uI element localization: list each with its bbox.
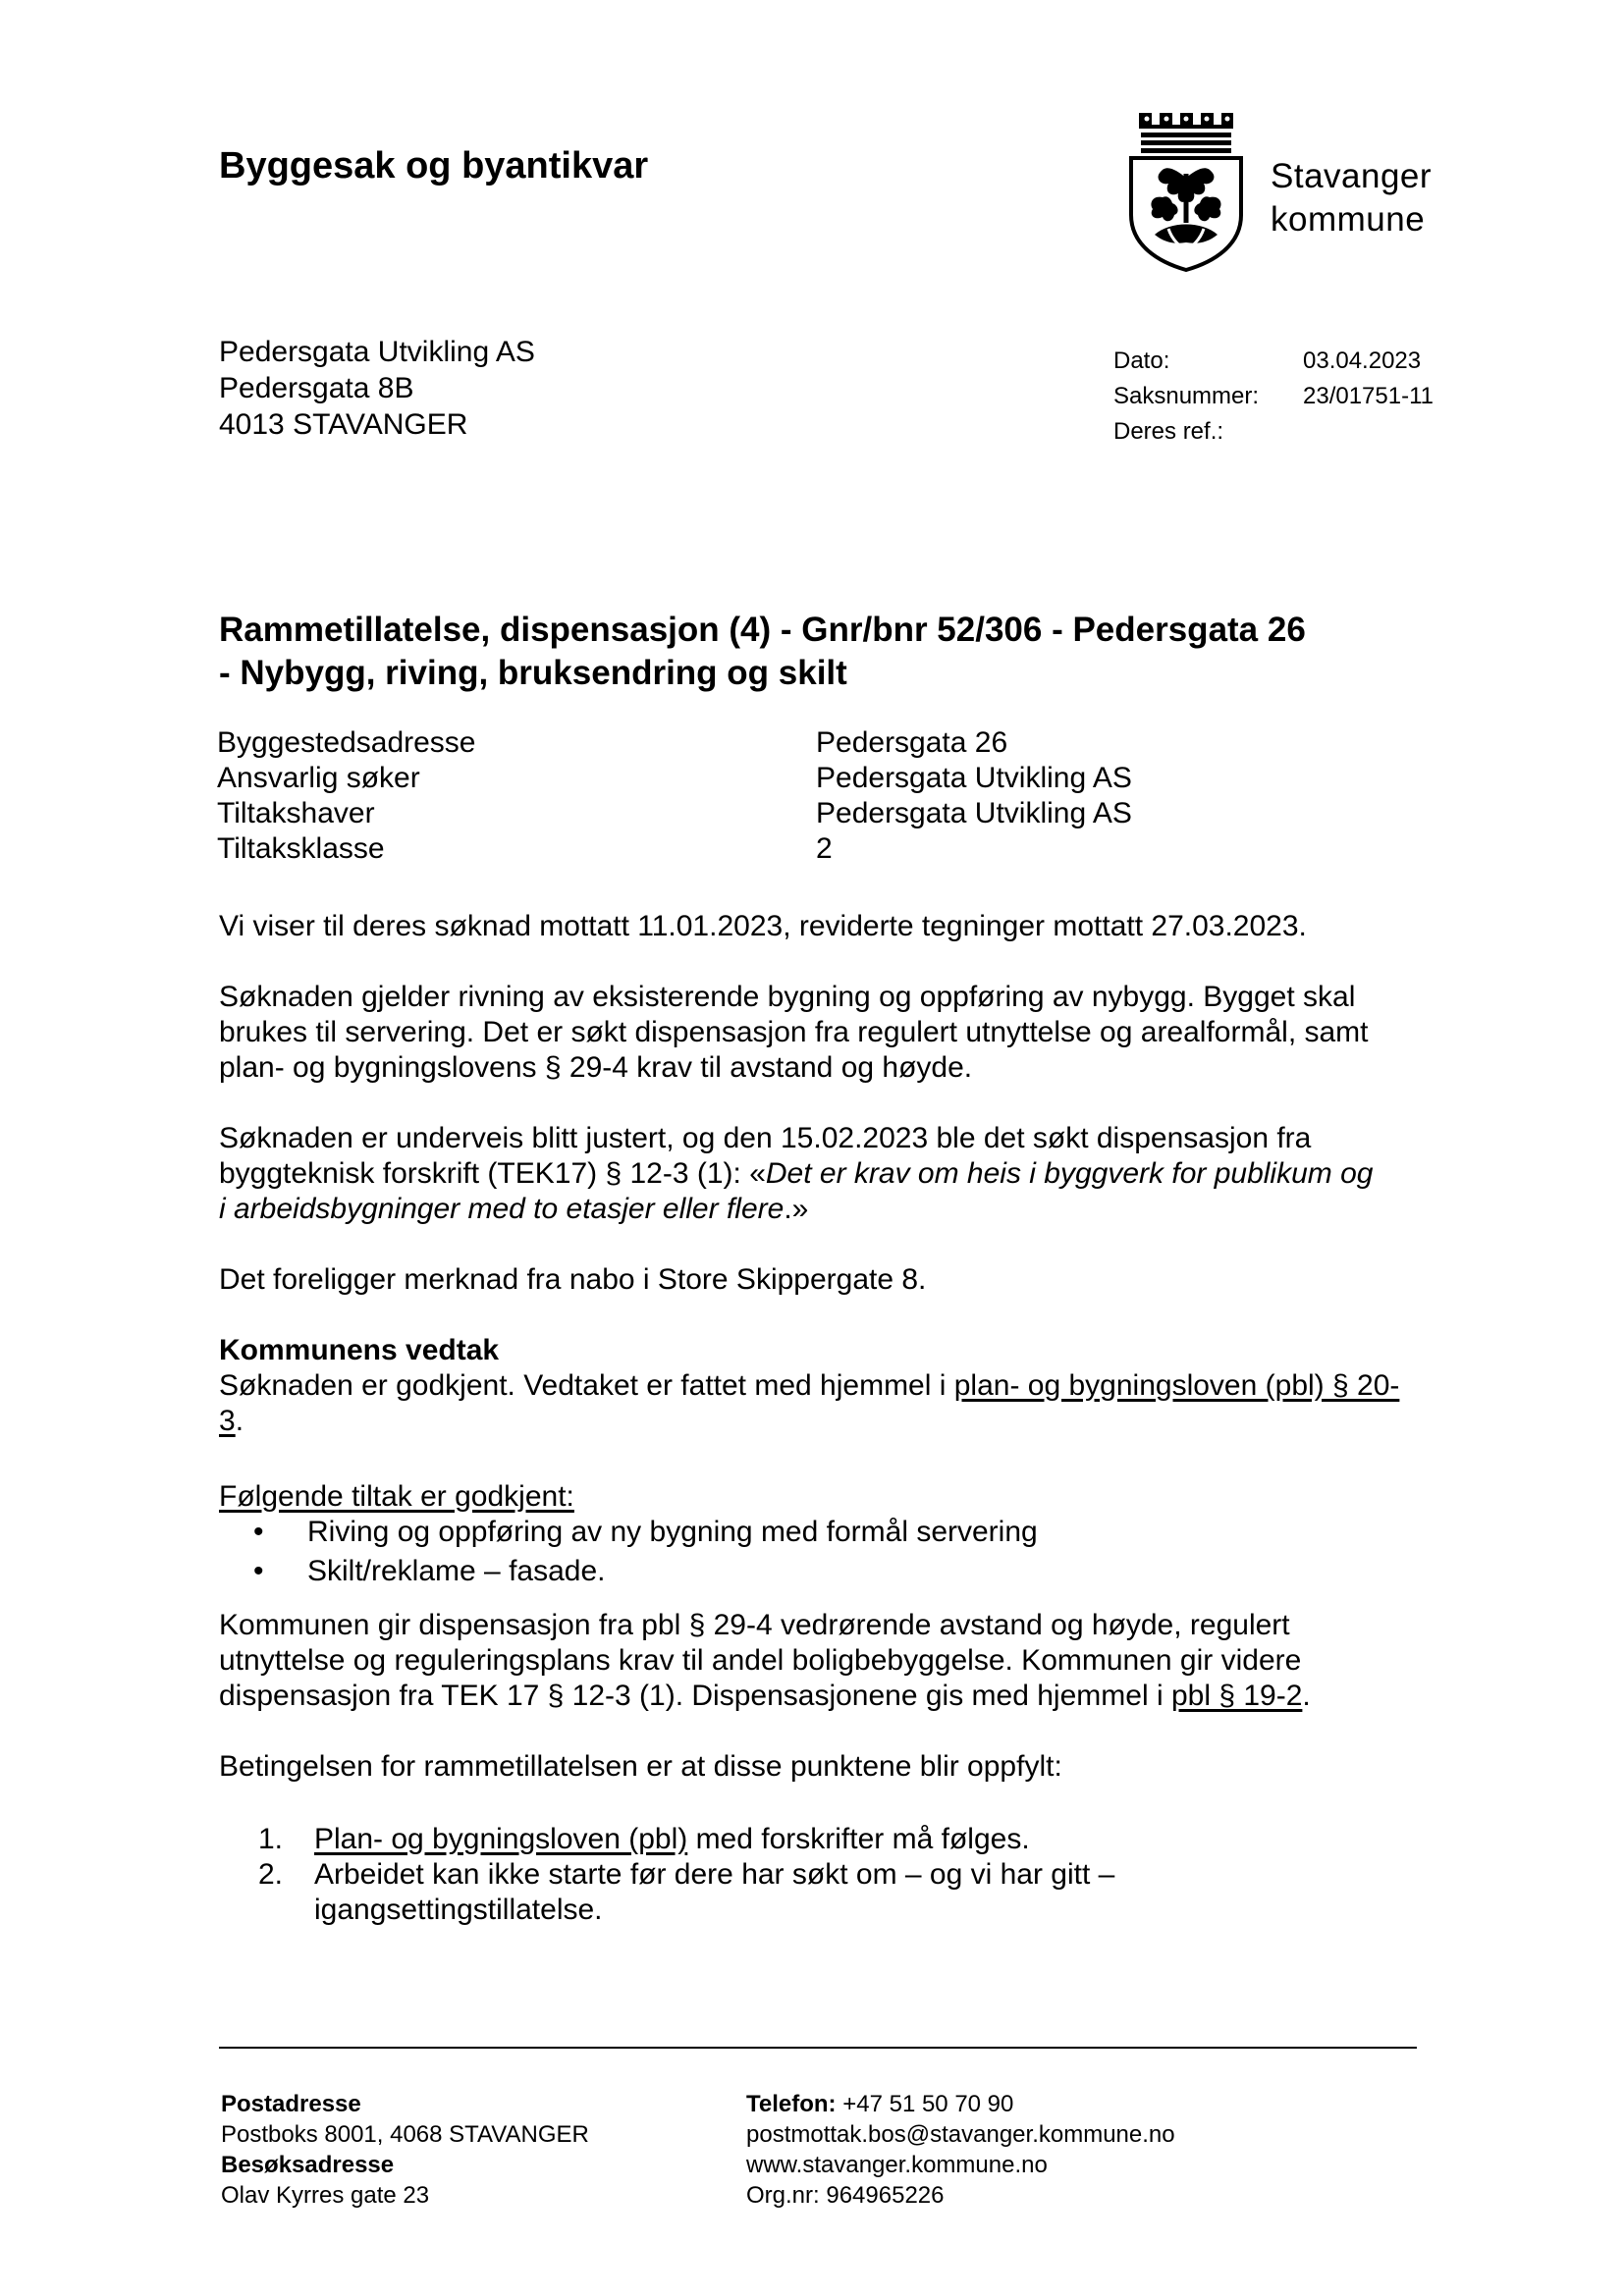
list-number: 2. bbox=[258, 1858, 284, 1891]
letter-meta bbox=[1113, 344, 1506, 450]
list-item-text: Arbeidet kan ikke starte før dere har søkt om – og vi har gitt – bbox=[314, 1858, 1115, 1891]
phone-line bbox=[746, 2089, 1175, 2119]
law-link-pbl[interactable]: Plan- og bygningsloven (pbl) bbox=[314, 1823, 688, 1855]
law-link-pbl-20-3[interactable]: plan- og bygningsloven (pbl) § 20- bbox=[953, 1369, 1400, 1402]
text-line: utnyttelse og reguleringsplans krav til andel boligbebyggelse. Kommunen gir videre bbox=[219, 1644, 1302, 1677]
fact-value: Pedersgata Utvikling AS bbox=[816, 762, 1132, 794]
org-number: Org.nr: 964965226 bbox=[746, 2182, 945, 2209]
phone-label: Telefon: bbox=[746, 2091, 837, 2117]
meta-row-date bbox=[1113, 344, 1506, 379]
fact-label: Ansvarlig søker bbox=[217, 762, 420, 794]
conditions bbox=[219, 1822, 1427, 1928]
decision-heading: Kommunens vedtak bbox=[219, 1334, 500, 1366]
text-segment: Søknaden er godkjent. Vedtaket er fattet med hjemmel i bbox=[219, 1369, 954, 1402]
meta-label: Deres ref.: bbox=[1113, 418, 1224, 445]
approved-measures bbox=[219, 1479, 1427, 1593]
list-item bbox=[219, 1515, 1427, 1554]
fact-row bbox=[217, 831, 1199, 867]
fact-row bbox=[217, 796, 1199, 831]
law-link-pbl-20-3-cont[interactable]: 3 bbox=[219, 1405, 236, 1437]
text-segment: byggteknisk forskrift (TEK17) § 12-3 (1): « bbox=[219, 1157, 766, 1190]
meta-row-your-ref bbox=[1113, 414, 1506, 450]
fact-row bbox=[217, 725, 1199, 761]
paragraph-adjustment bbox=[219, 1121, 1427, 1227]
department-title: Byggesak og byantikvar bbox=[219, 145, 649, 187]
meta-value: 03.04.2023 bbox=[1303, 347, 1422, 374]
list-item-text: Skilt/reklame – fasade. bbox=[307, 1555, 606, 1587]
meta-label: Saksnummer: bbox=[1113, 383, 1260, 409]
law-link-pbl-19-2[interactable]: pbl § 19-2 bbox=[1170, 1680, 1303, 1712]
text-line bbox=[219, 1156, 1427, 1192]
email-address[interactable]: postmottak.bos@stavanger.kommune.no bbox=[746, 2121, 1175, 2148]
phone-number: +47 51 50 70 90 bbox=[836, 2091, 1014, 2117]
paragraph-neighbour-remark: Det foreligger merknad fra nabo i Store Skippergate 8. bbox=[219, 1263, 927, 1296]
quote-text: Det er krav om heis i byggverk for publikum og bbox=[765, 1157, 1374, 1190]
text-line bbox=[219, 1368, 1427, 1404]
stavanger-coat-of-arms-icon bbox=[1125, 113, 1247, 272]
text-segment: . bbox=[235, 1405, 244, 1437]
quote-text: i arbeidsbygninger med to etasjer eller flere bbox=[219, 1193, 785, 1225]
meta-value: 23/01751-11 bbox=[1303, 383, 1435, 409]
text-line bbox=[219, 1679, 1427, 1714]
subject-line-2: - Nybygg, riving, bruksendring og skilt bbox=[219, 654, 847, 692]
list-item bbox=[219, 1857, 1427, 1928]
fact-label: Byggestedsadresse bbox=[217, 726, 476, 759]
footer-addresses bbox=[221, 2089, 589, 2211]
text-line bbox=[219, 1192, 1427, 1227]
letter-subject bbox=[219, 609, 1436, 695]
project-facts bbox=[217, 725, 1199, 867]
meta-label: Dato: bbox=[1113, 347, 1170, 374]
recipient-street: Pedersgata 8B bbox=[219, 372, 414, 404]
visit-address: Olav Kyrres gate 23 bbox=[221, 2182, 430, 2209]
bullet-icon: • bbox=[253, 1555, 264, 1587]
approved-heading: Følgende tiltak er godkjent: bbox=[219, 1480, 574, 1513]
text-line: Søknaden gjelder rivning av eksisterende bygning og oppføring av nybygg. Bygget skal bbox=[219, 981, 1356, 1013]
text-segment: .» bbox=[784, 1193, 809, 1225]
website[interactable]: www.stavanger.kommune.no bbox=[746, 2152, 1048, 2178]
text-line bbox=[219, 1404, 1427, 1439]
approved-list bbox=[219, 1515, 1427, 1593]
logo-line-2: kommune bbox=[1271, 200, 1426, 239]
bullet-icon: • bbox=[253, 1516, 264, 1548]
text-line: Søknaden er underveis blitt justert, og den 15.02.2023 ble det søkt dispensasjon fra bbox=[219, 1122, 1312, 1154]
footer-contact bbox=[746, 2089, 1175, 2211]
list-item-text: Riving og oppføring av ny bygning med formål servering bbox=[307, 1516, 1038, 1548]
recipient-name: Pedersgata Utvikling AS bbox=[219, 336, 535, 368]
municipality-logo-text bbox=[1271, 155, 1432, 241]
paragraph-reference: Vi viser til deres søknad mottatt 11.01.2023, reviderte tegninger mottatt 27.03.2023. bbox=[219, 910, 1307, 942]
subject-line-1: Rammetillatelse, dispensasjon (4) - Gnr/bnr 52/306 - Pedersgata 26 bbox=[219, 611, 1306, 649]
fact-value: Pedersgata Utvikling AS bbox=[816, 797, 1132, 829]
fact-label: Tiltaksklasse bbox=[217, 832, 385, 865]
text-line: plan- og bygningslovens § 29-4 krav til avstand og høyde. bbox=[219, 1051, 973, 1084]
text-segment: . bbox=[1302, 1680, 1311, 1712]
fact-value: Pedersgata 26 bbox=[816, 726, 1008, 759]
paragraph-dispensation bbox=[219, 1608, 1427, 1714]
text-line: brukes til servering. Det er søkt dispensasjon fra regulert utnyttelse og arealformål, samt bbox=[219, 1016, 1369, 1048]
conditions-list bbox=[219, 1822, 1427, 1928]
meta-row-case-number bbox=[1113, 379, 1506, 414]
list-number: 1. bbox=[258, 1823, 284, 1855]
list-item-text: igangsettingstillatelse. bbox=[314, 1894, 603, 1926]
list-item-text: med forskrifter må følges. bbox=[687, 1823, 1030, 1855]
paragraph-decision bbox=[219, 1368, 1427, 1439]
paragraph-application bbox=[219, 980, 1427, 1086]
postal-heading: Postadresse bbox=[221, 2091, 361, 2117]
text-line: Kommunen gir dispensasjon fra pbl § 29-4 vedrørende avstand og høyde, regulert bbox=[219, 1609, 1290, 1641]
list-item bbox=[219, 1554, 1427, 1593]
visit-heading: Besøksadresse bbox=[221, 2152, 395, 2178]
recipient-address bbox=[219, 334, 535, 443]
fact-value: 2 bbox=[816, 832, 833, 865]
postal-address: Postboks 8001, 4068 STAVANGER bbox=[221, 2121, 589, 2148]
fact-row bbox=[217, 761, 1199, 796]
list-item bbox=[219, 1822, 1427, 1857]
footer-divider bbox=[219, 2047, 1417, 2049]
logo-line-1: Stavanger bbox=[1271, 157, 1433, 195]
recipient-postal: 4013 STAVANGER bbox=[219, 408, 468, 441]
conditions-intro: Betingelsen for rammetillatelsen er at disse punktene blir oppfylt: bbox=[219, 1750, 1062, 1783]
fact-label: Tiltakshaver bbox=[217, 797, 375, 829]
text-segment: dispensasjon fra TEK 17 § 12-3 (1). Dispensasjonene gis med hjemmel i bbox=[219, 1680, 1171, 1712]
